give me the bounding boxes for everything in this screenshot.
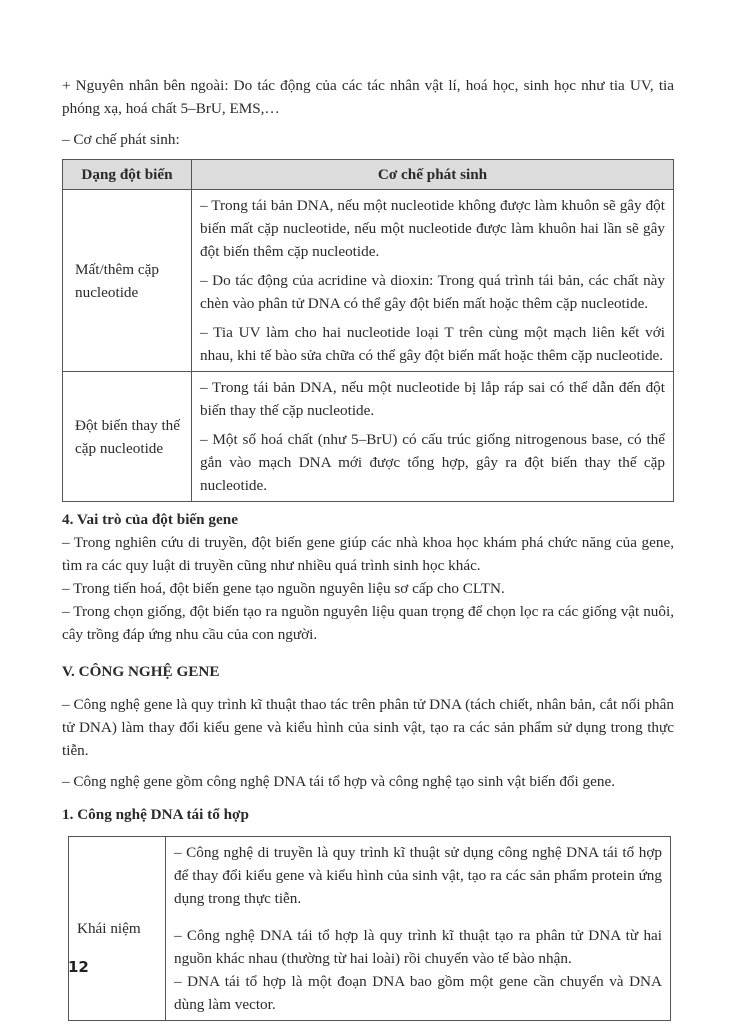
table-row: [63, 190, 674, 372]
concept-content-cell: [166, 837, 671, 1021]
external-cause-paragraph: + Nguyên nhân bên ngoài: Do tác động của các tác nhân vật lí, hoá học, sinh học như tia UV, tia phóng xạ, hoá chất 5–BrU, EMS,…: [62, 77, 674, 117]
role-item: – Trong tiến hoá, đột biến gene tạo nguồn nguyên liệu sơ cấp cho CLTN.: [62, 580, 505, 597]
section-v-heading: V. CÔNG NGHỆ GENE: [62, 663, 220, 680]
page-number: 12: [68, 958, 89, 976]
mechanism-item: – Tia UV làm cho hai nucleotide loại T trên cùng một mạch liên kết với nhau, khi tế bào sửa chữa có thể gây đột biến mất hoặc thêm cặp nucleotide.: [200, 324, 665, 364]
mutation-mechanism-table: [62, 159, 674, 502]
gene-tech-item: – Công nghệ gene gồm công nghệ DNA tái tổ hợp và công nghệ tạo sinh vật biến đổi gene.: [62, 773, 615, 790]
concept-item: – DNA tái tổ hợp là một đoạn DNA bao gồm một gene cần chuyển và DNA dùng làm vector.: [174, 973, 662, 1013]
section-4-heading: 4. Vai trò của đột biến gene: [62, 511, 238, 528]
concept-item: – Công nghệ di truyền là quy trình kĩ thuật sử dụng công nghệ DNA tái tổ hợp để thay đổi kiểu gene và kiểu hình của sinh vật, tạo ra các sản phẩm protein ứng dụng trong thực tiễn.: [174, 844, 662, 907]
gene-tech-item: – Công nghệ gene là quy trình kĩ thuật thao tác trên phân tử DNA (tách chiết, nhân bản, cắt nối phân tử DNA) làm thay đổi kiểu gene và kiểu hình của sinh vật, tạo ra các sản phẩm sử dụng trong thực tiễn.: [62, 696, 674, 759]
mechanism-item: – Một số hoá chất (như 5–BrU) có cấu trúc giống nitrogenous base, có thể gắn vào mạch DNA mới được tổng hợp, gây ra đột biến thay thế cặp nucleotide.: [200, 431, 665, 494]
concept-label-cell: Khái niệm: [69, 837, 166, 1021]
mechanism-item: – Do tác động của acridine và dioxin: Trong quá trình tái bản, các chất này chèn vào phân tử DNA có thể gây đột biến mất hoặc thêm cặp nucleotide.: [200, 272, 665, 312]
mechanism-item: – Trong tái bản DNA, nếu một nucleotide không được làm khuôn sẽ gây đột biến mất cặp nucleotide, nếu một nucleotide được làm khuôn hai lần sẽ gây đột biến thêm cặp nucleotide.: [200, 197, 665, 260]
table-row: [69, 837, 671, 1021]
table-row: [63, 372, 674, 502]
subsection-1-heading: 1. Công nghệ DNA tái tổ hợp: [62, 806, 249, 823]
mechanism-item: – Trong tái bản DNA, nếu một nucleotide bị lắp ráp sai có thể dẫn đến đột biến thay thế cặp nucleotide.: [200, 379, 665, 419]
concept-table: [68, 836, 671, 1021]
table-header-row: [63, 160, 674, 190]
mutation-type-cell: Mất/thêm cặp nucleotide: [63, 190, 192, 372]
header-mutation-type: Dạng đột biến: [63, 160, 192, 190]
mutation-type-cell: Đột biến thay thế cặp nucleotide: [63, 372, 192, 502]
role-item: – Trong chọn giống, đột biến tạo ra nguồn nguyên liệu quan trọng để chọn lọc ra các giống vật nuôi, cây trồng đáp ứng nhu cầu của con người.: [62, 603, 674, 643]
mechanism-cell: [192, 372, 674, 502]
page-content: [62, 74, 674, 1021]
mechanism-label: – Cơ chế phát sinh:: [62, 131, 180, 148]
header-mechanism: Cơ chế phát sinh: [192, 160, 674, 190]
concept-item: – Công nghệ DNA tái tổ hợp là quy trình kĩ thuật tạo ra phân tử DNA từ hai nguồn khác nhau (thường từ hai loài) rồi chuyển vào tế bào nhận.: [174, 927, 662, 967]
mechanism-cell: [192, 190, 674, 372]
role-item: – Trong nghiên cứu di truyền, đột biến gene giúp các nhà khoa học khám phá chức năng của gene, tìm ra các quy luật di truyền cũng như nhiều quá trình sinh học khác.: [62, 534, 674, 574]
